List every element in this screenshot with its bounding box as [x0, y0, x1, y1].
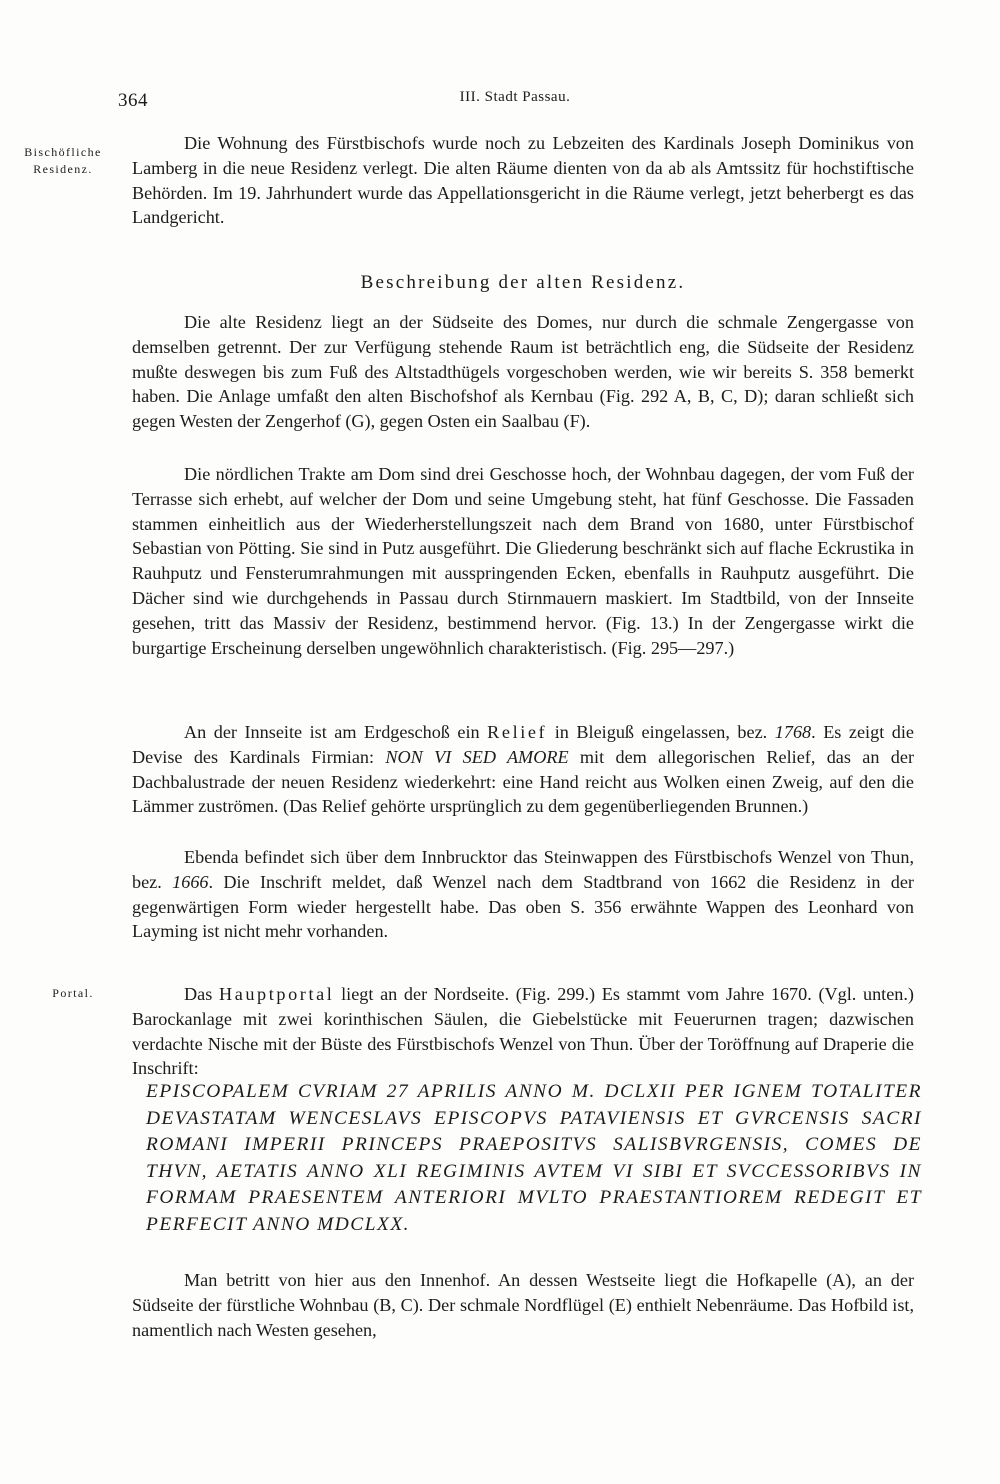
- paragraph-intro: [132, 131, 914, 230]
- paragraph-location: [132, 310, 914, 434]
- margin-note-residenz: Bischöfliche Residenz.: [24, 145, 102, 176]
- latin-inscription: EPISCOPALEM CVRIAM 27 APRILIS ANNO M. DCLXII PER IGNEM TOTALITER DEVASTATAM WENCESLAVS EPISCOPVS PATAVIENSIS ET GVRCENSIS SACRI ROMANI IMPERII PRINCEPS PRAEPOSITVS SALISBVRGENSIS, COMES DE THVN, AETATIS ANNO XLI REGIMINIS AVTEM VI SIBI ET SVCCESSORIBVS IN FORMAM PRAESENTEM ANTERIORI MVLTO PRAESTANTIOREM REDEGIT ET PERFECIT ANNO MDCLXX.: [146, 1081, 922, 1235]
- motto-italic: NON VI SED AMORE: [385, 746, 569, 767]
- text-run: Das: [184, 984, 219, 1004]
- text-run: mit dem allegorischen Relief, das an der Dachbalustrade der neuen Residenz wiederkehrt: eine Hand reicht aus Wolken einen Zweig, auf den die Lämmer zuströmen. (Das Relief gehörte ursprünglich zu dem gegenüberliegenden Brunnen.): [132, 746, 914, 817]
- paragraph-text: Die alte Residenz liegt an der Südseite des Domes, nur durch die schmale Zengergasse von demselben getrennt. Der zur Verfügung stehende Raum ist beträchtlich eng, die Südseite der Residenz mußte deswegen bis zum Fuß des Altstadthügels vorgeschoben werden, wie wir bereits S. 358 bemerkt haben. Die Anlage umfaßt den alten Bischofshof als Kernbau (Fig. 292 A, B, C, D); daran schließt sich gegen Westen der Zengerhof (G), gegen Osten ein Saalbau (F).: [132, 312, 914, 432]
- paragraph-facades: [132, 462, 914, 660]
- text-run: liegt an der Nordseite. (Fig. 299.) Es stammt vom Jahre 1670. (Vgl. unten.) Barockanlage mit zwei korinthischen Säulen, die Giebelstücke mit Feuerurnen tragen; dazwischen verdachte Nische mit der Büste des Fürstbischofs Wenzel von Thun. Über der Toröffnung auf Draperie die Inschrift:: [132, 984, 914, 1079]
- paragraph-text: [132, 845, 914, 944]
- running-title: III. Stadt Passau.: [459, 89, 571, 105]
- paragraph-wappen: [132, 845, 914, 944]
- spaced-term-hauptportal: Hauptportal: [218, 984, 335, 1004]
- paragraph-text: Die Wohnung des Fürstbischofs wurde noch zu Lebzeiten des Kardinals Joseph Dominikus von Lamberg in die neue Residenz verlegt. Die alten Räume dienten von da ab als Amtssitz für hochstiftische Behörden. Im 19. Jahrhundert wurde das Appellationsgericht in die Räume verlegt, jetzt beherbergt es das Landgericht.: [132, 133, 914, 228]
- paragraph-text: [132, 720, 914, 819]
- text-run: . Es zeigt die Devise des Kardinals Firmian:: [132, 722, 914, 767]
- margin-note-portal: Portal.: [52, 986, 94, 1000]
- page-number: 364: [118, 90, 148, 111]
- text-run: Ebenda befindet sich über dem Innbrucktor das Steinwappen des Fürstbischofs Wenzel von Thun, bez.: [132, 847, 914, 892]
- paragraph-portal: [132, 982, 914, 1081]
- spaced-term-relief: Relief: [487, 722, 548, 742]
- paragraph-text: [132, 982, 914, 1081]
- section-heading: Beschreibung der alten Residenz.: [360, 272, 686, 293]
- paragraph-relief: [132, 720, 914, 819]
- text-run: in Bleiguß eingelassen, bez.: [547, 722, 775, 742]
- text-run: An der Innseite ist am Erdgeschoß ein: [184, 722, 488, 742]
- paragraph-innenhof: [132, 1268, 914, 1342]
- paragraph-text: Die nördlichen Trakte am Dom sind drei Geschosse hoch, der Wohnbau dagegen, der vom Fuß der Terrasse sich erhebt, auf welcher der Dom und seine Umgebung steht, hat fünf Geschosse. Die Fassaden stammen einheitlich aus der Wiederherstellungszeit nach dem Brand von 1680, unter Fürstbischof Sebastian von Pötting. Sie sind in Putz ausgeführt. Die Gliederung beschränkt sich auf flache Eckrustika in Rauhputz und Fensterumrahmungen mit ausspringenden Ecken, ebenfalls in Rauhputz ausgeführt. Die Dächer sind wie durchgehends in Passau durch Stirnmauern maskiert. Im Stadtbild, von der Innseite gesehen, tritt das Massiv der Residenz, bestimmend hervor. (Fig. 13.) In der Zengergasse wirkt die burgartige Erscheinung derselben ungewöhnlich charakteristisch. (Fig. 295—297.): [132, 464, 914, 658]
- year-italic: 1768: [774, 722, 812, 742]
- text-run: . Die Inschrift meldet, daß Wenzel nach dem Stadtbrand von 1662 die Residenz in der gegenwärtigen Form wieder hergestellt habe. Das oben S. 356 erwähnte Wappen des Leonhard von Layming ist nicht mehr vorhanden.: [132, 871, 914, 942]
- year-italic: 1666: [172, 871, 209, 892]
- paragraph-text: Man betritt von hier aus den Innenhof. An dessen Westseite liegt die Hofkapelle (A), an der Südseite der fürstliche Wohnbau (B, C). Der schmale Nordflügel (E) enthielt Nebenräume. Das Hofbild ist, namentlich nach Westen gesehen,: [132, 1270, 914, 1340]
